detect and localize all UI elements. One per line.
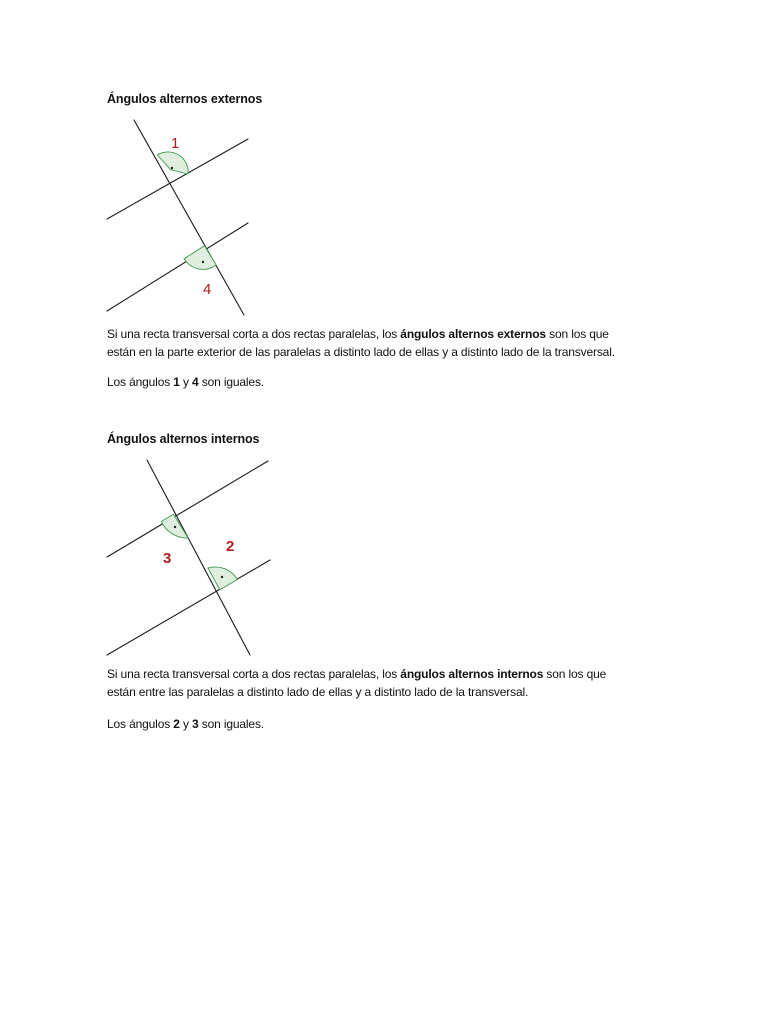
text-fragment: son iguales. bbox=[198, 375, 264, 389]
angle-2-arc bbox=[208, 567, 237, 590]
angle-3-dot bbox=[174, 526, 176, 528]
text-fragment: son los que bbox=[543, 667, 607, 681]
paragraph-externos-iguales bbox=[107, 373, 707, 391]
bold-number: 1 bbox=[173, 375, 180, 389]
diagram-alternos-externos bbox=[100, 115, 255, 320]
heading-alternos-internos: Ángulos alternos internos bbox=[107, 432, 260, 446]
text-fragment: son iguales. bbox=[198, 717, 264, 731]
angle-label-3: 3 bbox=[163, 550, 172, 567]
text-fragment: son los que bbox=[545, 327, 609, 341]
diagram-alternos-internos bbox=[100, 455, 275, 660]
bold-number: 4 bbox=[192, 375, 199, 389]
bold-number: 2 bbox=[173, 717, 180, 731]
angle-label-1: 1 bbox=[171, 135, 180, 152]
text-fragment: y bbox=[179, 717, 193, 731]
transversal-line bbox=[134, 120, 244, 315]
heading-alternos-externos: Ángulos alternos externos bbox=[107, 92, 263, 106]
text-line: están entre las paralelas a distinto lado de ellas y a distinto lado de la transversal. bbox=[107, 685, 529, 699]
angle-4-dot bbox=[202, 261, 204, 263]
parallel-line-bottom bbox=[107, 560, 270, 655]
parallel-line-top bbox=[107, 461, 268, 557]
text-line: están en la parte exterior de las paralelas a distinto lado de ellas y a distinto lado de la transversal. bbox=[107, 345, 615, 359]
angle-1-dot bbox=[171, 167, 173, 169]
paragraph-internos-iguales bbox=[107, 715, 707, 733]
parallel-line-bottom bbox=[107, 223, 248, 311]
bold-term: ángulos alternos externos bbox=[400, 327, 546, 341]
angle-label-2: 2 bbox=[226, 538, 235, 555]
text-fragment: y bbox=[179, 375, 193, 389]
paragraph-externos-definicion bbox=[107, 325, 707, 361]
text-fragment: Si una recta transversal corta a dos rectas paralelas, los bbox=[107, 327, 401, 341]
paragraph-internos-definicion bbox=[107, 665, 707, 701]
text-fragment: Si una recta transversal corta a dos rectas paralelas, los bbox=[107, 667, 401, 681]
bold-number: 3 bbox=[192, 717, 199, 731]
text-fragment: Los ángulos bbox=[107, 375, 174, 389]
angle-4-arc bbox=[184, 246, 216, 270]
bold-term: ángulos alternos internos bbox=[400, 667, 544, 681]
angle-2-dot bbox=[221, 576, 223, 578]
angle-label-4: 4 bbox=[203, 281, 212, 298]
text-fragment: Los ángulos bbox=[107, 717, 174, 731]
